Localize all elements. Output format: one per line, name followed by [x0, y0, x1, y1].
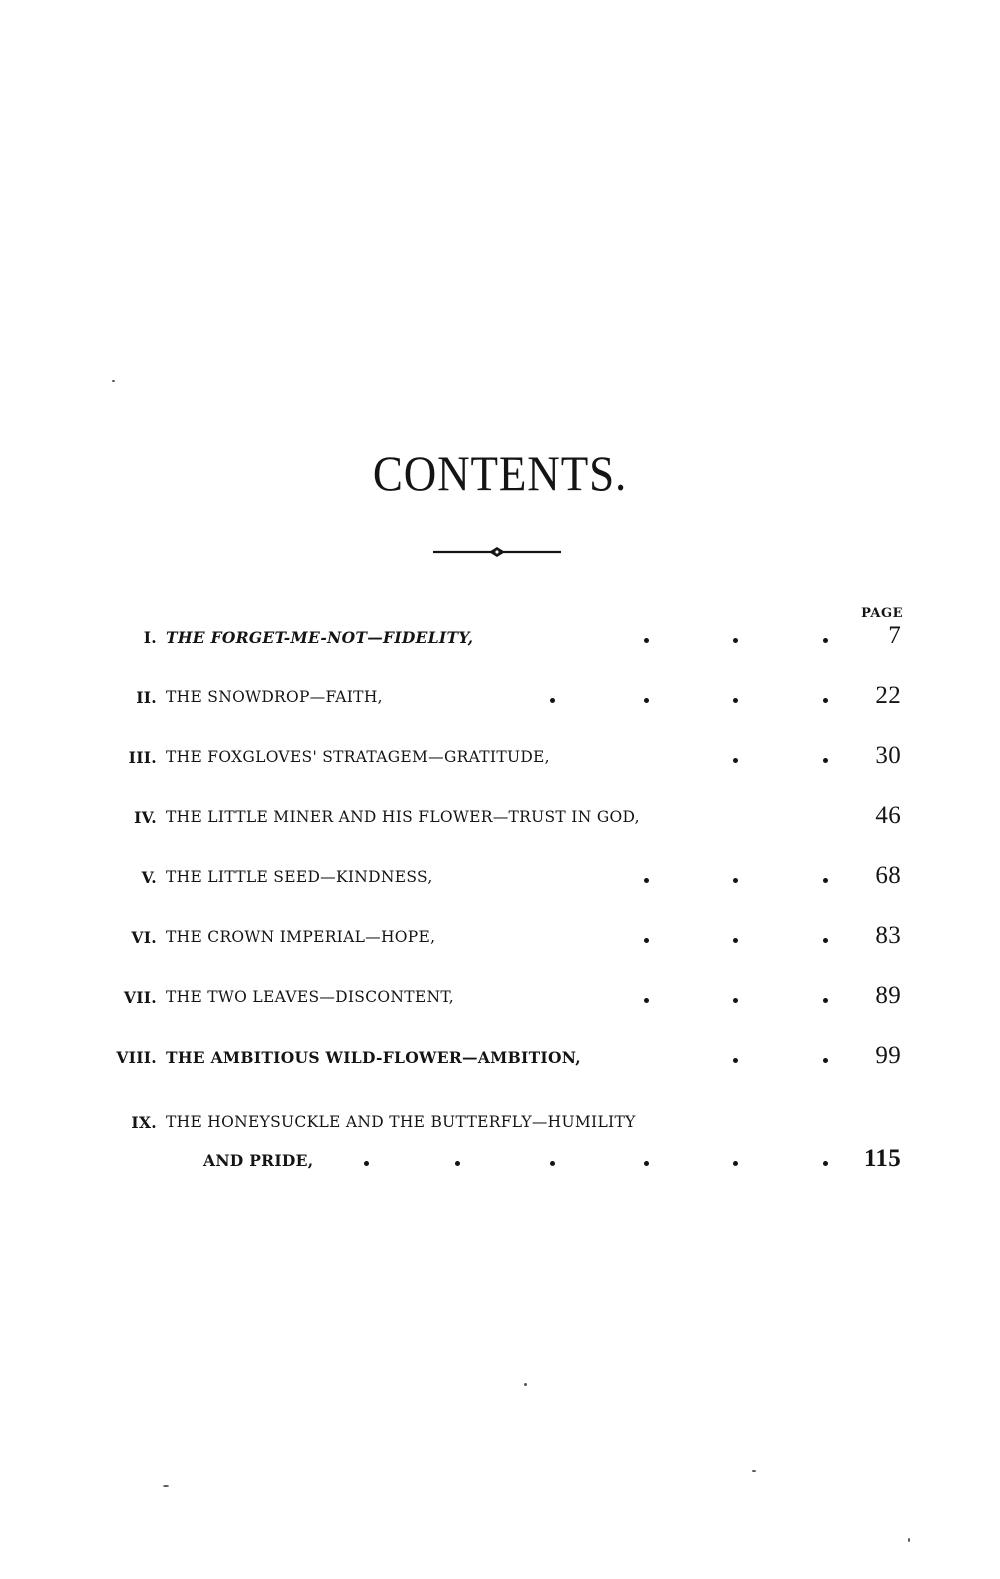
toc-entry [0, 682, 1000, 712]
page-number: 83 [875, 922, 901, 949]
leader-dot [644, 698, 649, 703]
leader-dot [823, 878, 828, 883]
chapter-title: THE AMBITIOUS WILD-FLOWER—AMBITION, [166, 1048, 581, 1067]
leader-dot [644, 938, 649, 943]
leader-dot [644, 638, 649, 643]
scan-speck [908, 1538, 910, 1542]
leader-dot [733, 1058, 738, 1063]
leader-dot [823, 1161, 828, 1166]
scan-speck [112, 380, 115, 382]
toc-entry [0, 922, 1000, 952]
page-title: CONTENTS. [372, 445, 628, 501]
leader-dot [644, 878, 649, 883]
leader-dot [550, 1161, 555, 1166]
toc-entry [0, 622, 1000, 652]
toc-entry [0, 742, 1000, 772]
chapter-numeral: III. [128, 748, 157, 767]
page-number: 22 [875, 682, 901, 709]
leader-dot [733, 758, 738, 763]
toc-entry [0, 862, 1000, 892]
leader-dot [733, 638, 738, 643]
chapter-numeral: V. [141, 868, 157, 887]
chapter-numeral: II. [136, 688, 157, 707]
chapter-numeral: VIII. [116, 1048, 157, 1067]
ornament-rule [433, 545, 561, 559]
chapter-title: THE TWO LEAVES—DISCONTENT, [166, 988, 454, 1006]
scan-speck [163, 1485, 169, 1487]
chapter-title: THE LITTLE MINER AND HIS FLOWER—TRUST IN GOD, [166, 808, 640, 826]
leader-dot [823, 1058, 828, 1063]
leader-dot [733, 938, 738, 943]
leader-dot [644, 1161, 649, 1166]
leader-dot [455, 1161, 460, 1166]
scan-speck [524, 1383, 527, 1386]
chapter-numeral: VII. [123, 988, 157, 1007]
chapter-numeral: IV. [134, 808, 157, 827]
leader-dot [823, 938, 828, 943]
toc-entry-continuation [0, 1145, 1000, 1175]
toc-entry [0, 982, 1000, 1012]
chapter-title-continuation: AND PRIDE, [203, 1151, 314, 1170]
leader-dot [733, 998, 738, 1003]
leader-dot [644, 998, 649, 1003]
chapter-numeral: I. [143, 628, 157, 647]
leader-dot [823, 998, 828, 1003]
leader-dot [823, 638, 828, 643]
chapter-numeral: IX. [131, 1113, 157, 1132]
leader-dot [733, 878, 738, 883]
page-number: 89 [875, 982, 901, 1009]
page-number: 46 [875, 802, 901, 829]
leader-dot [823, 698, 828, 703]
chapter-title: THE HONEYSUCKLE AND THE BUTTERFLY—HUMILITY [166, 1113, 636, 1131]
chapter-title: THE LITTLE SEED—KINDNESS, [166, 868, 433, 886]
page-number: 99 [875, 1042, 901, 1069]
chapter-title: THE CROWN IMPERIAL—HOPE, [166, 928, 436, 946]
chapter-title: THE FOXGLOVES' STRATAGEM—GRATITUDE, [166, 748, 550, 766]
leader-dot [733, 1161, 738, 1166]
page-column-label: PAGE [861, 606, 903, 621]
leader-dot [823, 758, 828, 763]
leader-dot [364, 1161, 369, 1166]
page-number: 30 [875, 742, 901, 769]
leader-dot [550, 698, 555, 703]
chapter-title: THE SNOWDROP—FAITH, [166, 688, 383, 706]
scan-speck [752, 1470, 756, 1472]
chapter-numeral: VI. [131, 928, 157, 947]
leader-dot [733, 698, 738, 703]
chapter-title: THE FORGET-ME-NOT—FIDELITY, [166, 628, 474, 647]
page-number: 68 [875, 862, 901, 889]
toc-entry [0, 802, 1000, 832]
toc-entry [0, 1042, 1000, 1072]
page-number: 7 [888, 622, 901, 649]
page-number: 115 [863, 1145, 901, 1172]
toc-entry [0, 1107, 1000, 1137]
